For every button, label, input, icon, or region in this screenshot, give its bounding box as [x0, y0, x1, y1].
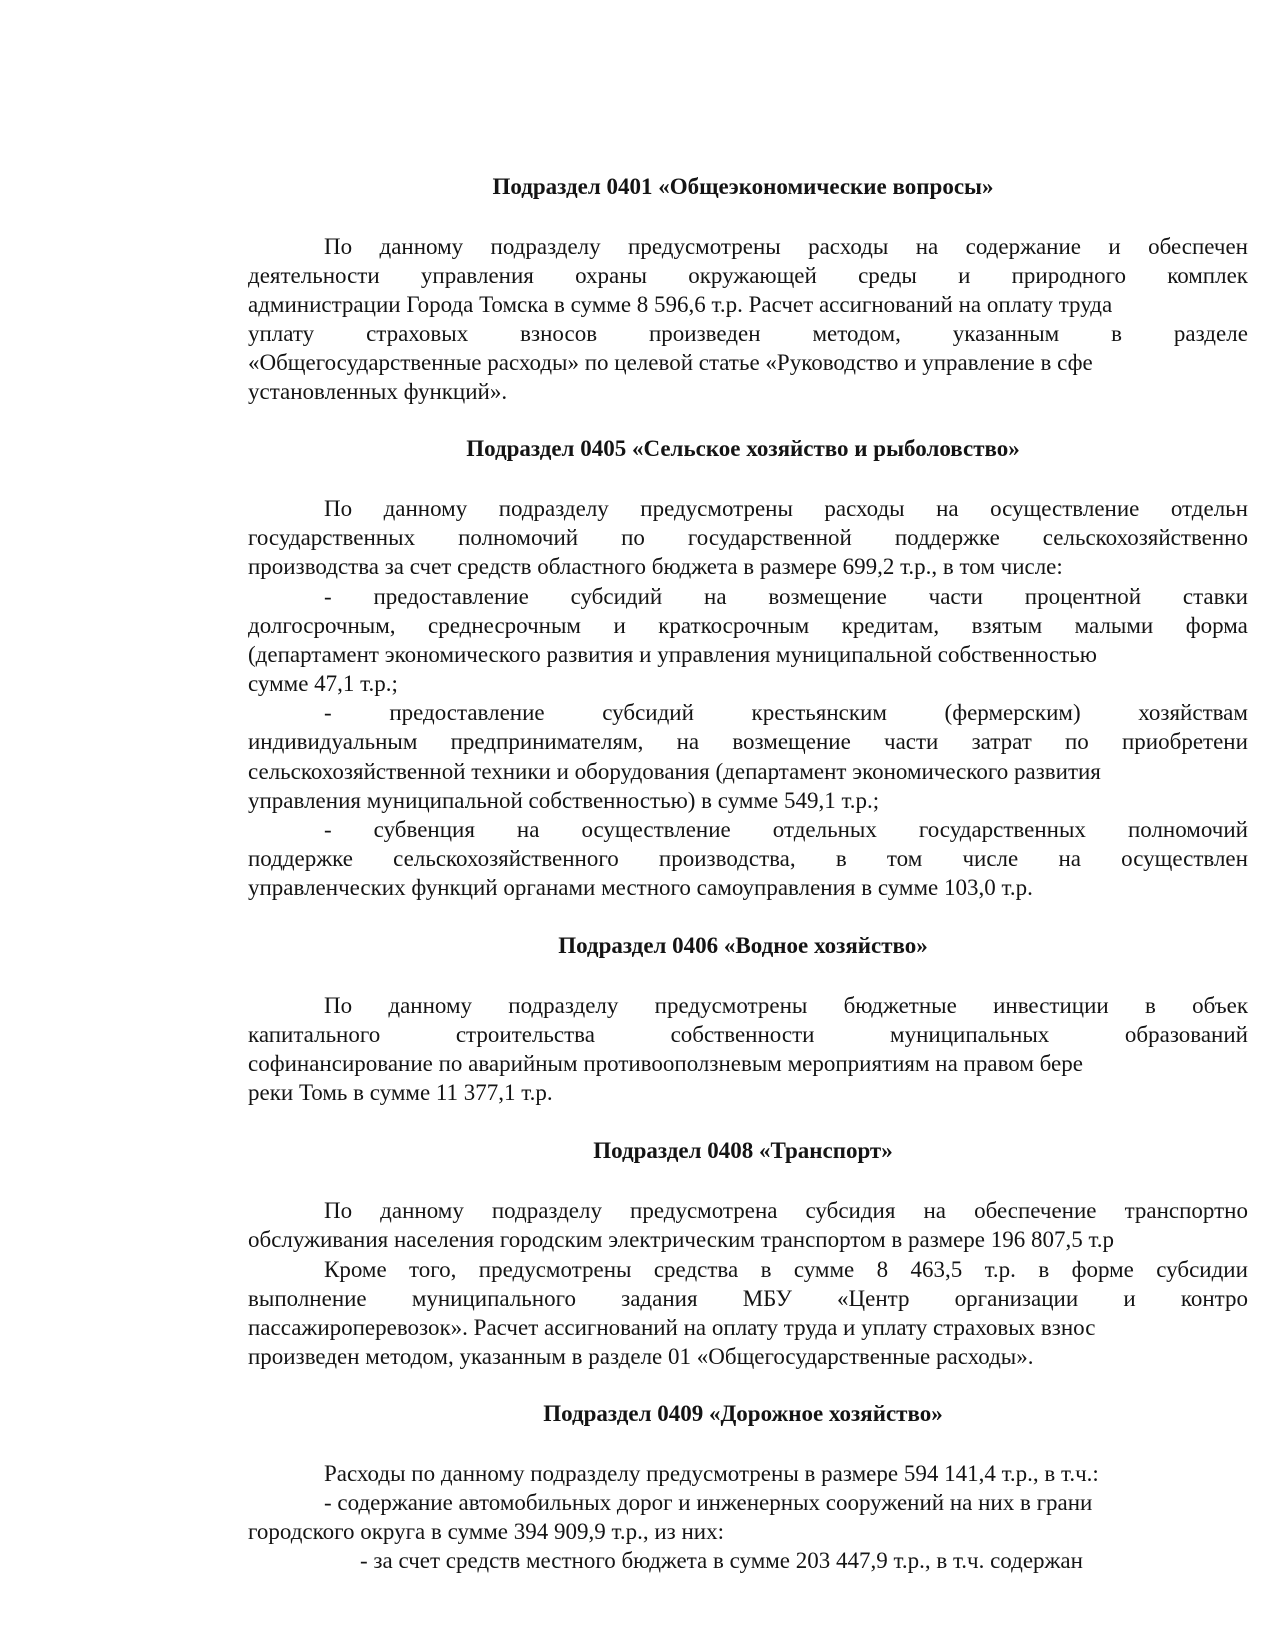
word: обеспечение: [974, 1198, 1097, 1223]
word: средства: [653, 1257, 739, 1282]
word: субсидий: [570, 584, 663, 609]
word: форме: [1071, 1257, 1134, 1282]
word: разделе: [1173, 321, 1248, 346]
word: данному: [388, 993, 473, 1018]
word: на: [936, 496, 959, 521]
word: числе: [962, 846, 1019, 871]
text-line: управленческих функций органами местного самоуправления в сумме 103,0 т.р.: [248, 875, 1033, 900]
word: 8: [876, 1257, 889, 1282]
text-line: производства за счет средств областного бюджета в размере 699,2 т.р., в том числе:: [248, 554, 1063, 579]
word: данному: [380, 1198, 464, 1223]
word: подразделу: [498, 496, 609, 521]
text-line: [248, 1020, 1248, 1050]
text-line: управления муниципальной собственностью) в сумме 549,1 т.р.;: [248, 788, 880, 813]
word: части: [928, 584, 983, 609]
word: предусмотрены: [628, 234, 781, 259]
word: приобретени: [1122, 729, 1248, 754]
word: кредитам,: [841, 613, 940, 638]
word: возмещение: [732, 729, 851, 754]
word: осуществлен: [1121, 846, 1248, 871]
word: долгосрочным,: [248, 613, 396, 638]
word: т.р.: [984, 1257, 1016, 1282]
word: государственных: [248, 525, 416, 550]
word: -: [324, 584, 332, 609]
word: по: [621, 525, 645, 550]
word: ставки: [1182, 584, 1248, 609]
word: полномочий: [458, 525, 579, 550]
word: предусмотрены: [654, 993, 808, 1018]
word: производства,: [658, 846, 796, 871]
word: расходы: [824, 496, 905, 521]
word: и: [958, 263, 971, 288]
word: взносов: [520, 321, 598, 346]
word: взятым: [971, 613, 1043, 638]
word: предусмотрена: [630, 1198, 778, 1223]
word: страховых: [366, 321, 469, 346]
word: «Центр: [837, 1286, 910, 1311]
word: предоставление: [373, 584, 529, 609]
word: отдельных: [772, 817, 877, 842]
text-line: сумме 47,1 т.р.;: [248, 671, 398, 696]
text-line: софинансирование по аварийным противооползневым мероприятиям на правом бере: [248, 1051, 1083, 1076]
word: поддержке: [894, 525, 1000, 550]
word: капитального: [248, 1022, 381, 1047]
word: по: [1064, 729, 1089, 754]
word: образований: [1124, 1022, 1248, 1047]
word: транспортно: [1124, 1198, 1248, 1223]
word: подразделу: [508, 993, 619, 1018]
word: осуществление: [990, 496, 1140, 521]
section-heading-0408: Подраздел 0408 «Транспорт»: [593, 1138, 893, 1163]
word: охраны: [575, 263, 648, 288]
word: в: [1038, 1257, 1050, 1282]
word: произведен: [648, 321, 761, 346]
word: контро: [1180, 1286, 1248, 1311]
text-line: [324, 582, 1248, 612]
word: на: [915, 234, 939, 259]
word: сельскохозяйственно: [1042, 525, 1248, 550]
word: данному: [379, 234, 464, 259]
word: в: [760, 1257, 772, 1282]
text-line: [324, 1255, 1248, 1285]
section-heading-0405: Подраздел 0405 «Сельское хозяйство и рыболовство»: [466, 436, 1020, 461]
word: затрат: [971, 729, 1032, 754]
word: предоставление: [389, 700, 545, 725]
word: подразделу: [491, 1198, 602, 1223]
word: задания: [621, 1286, 698, 1311]
word: индивидуальным: [248, 729, 418, 754]
word: сумме: [793, 1257, 855, 1282]
word: на: [923, 1198, 947, 1223]
text-line: [248, 319, 1248, 349]
word: инвестиции: [993, 993, 1109, 1018]
word: том: [886, 846, 923, 871]
section-heading-0406: Подраздел 0406 «Водное хозяйство»: [558, 933, 928, 958]
word: возмещение: [768, 584, 887, 609]
word: субсидий: [602, 700, 694, 725]
text-line: реки Томь в сумме 11 377,1 т.р.: [248, 1080, 553, 1105]
word: отдельн: [1170, 496, 1248, 521]
text-line: [248, 844, 1248, 874]
word: природного: [1011, 263, 1126, 288]
word: среды: [858, 263, 917, 288]
text-line: [248, 261, 1248, 291]
word: указанным: [952, 321, 1060, 346]
text-line: произведен методом, указанным в разделе 01 «Общегосударственные расходы».: [248, 1344, 1034, 1369]
word: организации: [954, 1286, 1079, 1311]
word: малыми: [1074, 613, 1154, 638]
word: строительства: [455, 1022, 595, 1047]
word: субсидии: [1156, 1257, 1248, 1282]
text-line: городского округа в сумме 394 909,9 т.р., из них:: [248, 1519, 724, 1544]
text-line: [324, 698, 1248, 728]
word: процентной: [1024, 584, 1142, 609]
text-line: - содержание автомобильных дорог и инженерных сооружений на них в грани: [324, 1490, 1093, 1515]
word: хозяйствам: [1138, 700, 1248, 725]
word: и: [1108, 234, 1121, 259]
word: на: [1058, 846, 1081, 871]
word: выполнение: [248, 1286, 367, 1311]
text-line: Расходы по данному подразделу предусмотрены в размере 594 141,4 т.р., в т.ч.:: [324, 1461, 1099, 1486]
text-line: сельскохозяйственной техники и оборудования (департамент экономического развития: [248, 759, 1101, 784]
text-line: - за счет средств местного бюджета в сумме 203 447,9 т.р., в т.ч. содержан: [360, 1548, 1083, 1573]
word: полномочий: [1127, 817, 1248, 842]
word: субвенция: [373, 817, 475, 842]
word: подразделу: [490, 234, 601, 259]
word: в: [1144, 993, 1156, 1018]
word: предусмотрены: [640, 496, 793, 521]
text-line: [324, 991, 1248, 1021]
word: субсидия: [805, 1198, 896, 1223]
word: -: [324, 817, 332, 842]
word: 463,5: [910, 1257, 963, 1282]
word: По: [324, 1198, 353, 1223]
text-line: (департамент экономического развития и управления муниципальной собственностью: [248, 642, 1097, 667]
word: поддержке: [248, 846, 353, 871]
word: (фермерским): [944, 700, 1081, 725]
text-line: [248, 1284, 1248, 1314]
word: уплату: [248, 321, 315, 346]
word: обеспечен: [1148, 234, 1248, 259]
text-line: пассажироперевозок». Расчет ассигнований на оплату труда и уплату страховых взнос: [248, 1315, 1096, 1340]
word: данному: [383, 496, 468, 521]
text-line: [248, 611, 1248, 641]
word: окружающей: [688, 263, 817, 288]
word: муниципального: [411, 1286, 576, 1311]
word: деятельности: [248, 263, 380, 288]
word: комплек: [1167, 263, 1248, 288]
section-heading-0409: Подраздел 0409 «Дорожное хозяйство»: [543, 1401, 943, 1426]
word: того,: [409, 1257, 457, 1282]
word: управления: [420, 263, 534, 288]
word: предусмотрены: [478, 1257, 632, 1282]
text-line: установленных функций».: [248, 379, 508, 404]
word: объек: [1192, 993, 1248, 1018]
word: предпринимателям,: [450, 729, 644, 754]
word: в: [835, 846, 847, 871]
word: и: [613, 613, 626, 638]
text-line: [324, 232, 1248, 262]
word: сельскохозяйственного: [393, 846, 619, 871]
text-line: [324, 1196, 1248, 1226]
word: Кроме: [324, 1257, 387, 1282]
word: По: [324, 234, 353, 259]
word: -: [324, 700, 332, 725]
word: на: [516, 817, 540, 842]
word: в: [1111, 321, 1123, 346]
word: бюджетные: [843, 993, 957, 1018]
section-heading-0401: Подраздел 0401 «Общеэкономические вопросы»: [492, 174, 994, 199]
word: на: [704, 584, 727, 609]
word: на: [676, 729, 700, 754]
word: государственных: [918, 817, 1086, 842]
word: краткосрочным: [658, 613, 810, 638]
text-line: [248, 523, 1248, 553]
word: По: [324, 496, 353, 521]
word: методом,: [812, 321, 901, 346]
word: МБУ: [742, 1286, 792, 1311]
word: По: [324, 993, 353, 1018]
text-line: [248, 727, 1248, 757]
word: крестьянским: [751, 700, 887, 725]
word: среднесрочным: [428, 613, 581, 638]
word: содержание: [965, 234, 1081, 259]
word: муниципальных: [890, 1022, 1050, 1047]
word: и: [1123, 1286, 1136, 1311]
word: форма: [1185, 613, 1248, 638]
text-line: [324, 494, 1248, 524]
text-line: [324, 815, 1248, 845]
word: собственности: [670, 1022, 815, 1047]
text-line: администрации Города Томска в сумме 8 596,6 т.р. Расчет ассигнований на оплату труда: [248, 292, 1113, 317]
word: государственной: [687, 525, 852, 550]
text-line: обслуживания населения городским электрическим транспортом в размере 196 807,5 т.р: [248, 1227, 1115, 1252]
text-line: «Общегосударственные расходы» по целевой статье «Руководство и управление в сфе: [248, 350, 1093, 375]
word: расходы: [808, 234, 889, 259]
word: осуществление: [581, 817, 731, 842]
word: части: [884, 729, 939, 754]
